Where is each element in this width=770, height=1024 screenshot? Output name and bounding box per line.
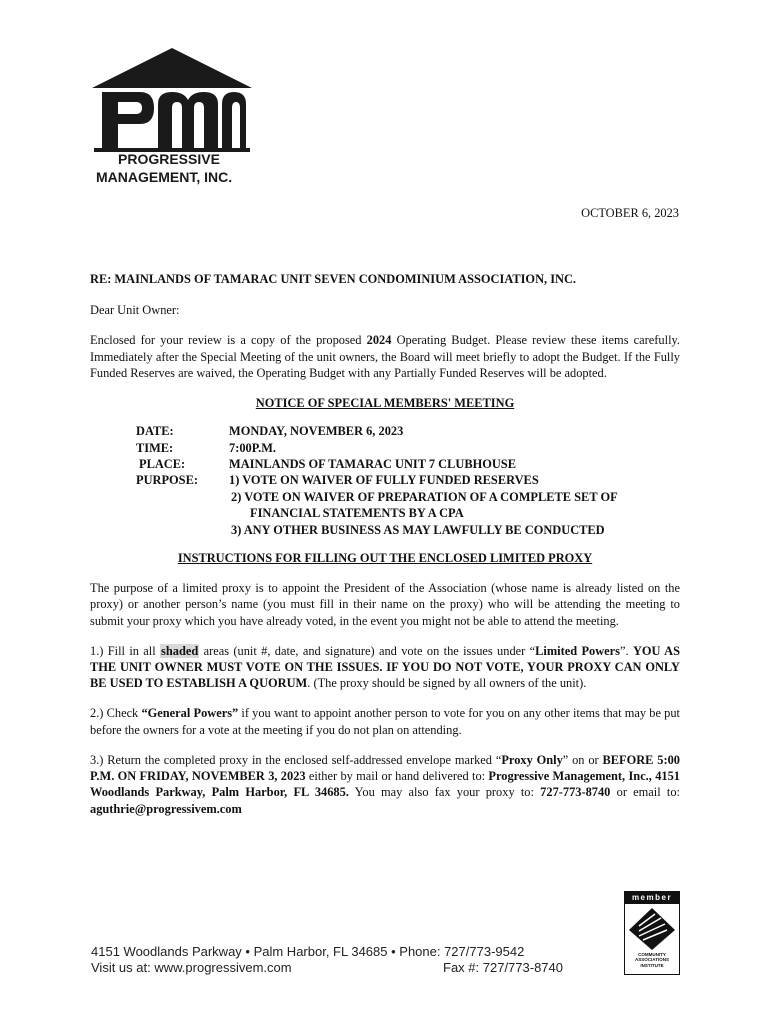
notice-heading: NOTICE OF SPECIAL MEMBERS' MEETING xyxy=(255,396,515,411)
letter-body xyxy=(90,271,680,817)
footer-address-line: 4151 Woodlands Parkway • Palm Harbor, FL 34685 • Phone: 727/773-9542 xyxy=(91,944,525,959)
meeting-purpose-row xyxy=(136,472,680,538)
intro-paragraph: Enclosed for your review is a copy of the proposed 2024 Operating Budget. Please review these items carefully. Immediately after the Special Meeting of the unit owners, the Board will meet briefly to adopt the Budget. If the Fully Funded Reserves are waived, the Operating Budget with any Partially Funded Reserves will be adopted. xyxy=(90,333,681,380)
mailing-address: Progressive Management, Inc., 4151 Woodlands Parkway, Palm Harbor, FL 34685. xyxy=(90,769,680,800)
vote-warning: YOU AS THE UNIT OWNER MUST VOTE ON THE ISSUES. IF YOU DO NOT VOTE, YOUR PROXY CAN ONLY BE USED TO ESTABLISH A QUORUM xyxy=(90,643,680,691)
meeting-date-row xyxy=(136,423,680,439)
meeting-place-row xyxy=(136,456,680,472)
time-label: TIME: xyxy=(136,440,174,455)
limited-powers-label: Limited Powers xyxy=(535,643,620,658)
badge-org-name xyxy=(625,952,679,968)
badge-line-3: INSTITUTE xyxy=(640,962,664,968)
deadline-text: BEFORE 5:00 P.M. ON FRIDAY, NOVEMBER 3, 2023 xyxy=(90,752,680,784)
shaded-word: shaded xyxy=(161,643,199,658)
meeting-time-row xyxy=(136,440,680,456)
purpose-paragraph: The purpose of a limited proxy is to appoint the President of the Association (whose name is already listed on the proxy) or another person’s name (you must fill in their name on the proxy) who will be attending the meeting to submit your proxy which you have already voted, in the event you might not be able to attend the meeting. xyxy=(90,581,680,628)
purpose-item: 3) ANY OTHER BUSINESS AS MAY LAWFULLY BE CONDUCTED xyxy=(231,522,605,537)
purpose-item: 2) VOTE ON WAIVER OF PREPARATION OF A COMPLETE SET OF xyxy=(231,489,618,504)
date-value: MONDAY, NOVEMBER 6, 2023 xyxy=(229,424,404,439)
place-label: PLACE: xyxy=(139,457,186,472)
instructions-heading: INSTRUCTIONS FOR FILLING OUT THE ENCLOSED LIMITED PROXY xyxy=(177,551,593,566)
badge-line-1: COMMUNITY xyxy=(638,952,666,957)
footer-website: Visit us at: www.progressivem.com xyxy=(91,960,292,975)
footer xyxy=(91,944,563,976)
cai-diamond-icon xyxy=(625,904,679,952)
instruction-step-1: 1.) Fill in all shaded areas (unit #, date, and signature) and vote on the issues under “Limited Powers”. YOU AS THE UNIT OWNER MUST VOTE ON THE ISSUES. IF YOU DO NOT VOTE, YOUR PROXY CAN ONLY BE USED TO ESTABLISH A QUORUM. (The proxy should be signed by all owners of the unit). xyxy=(90,643,680,691)
purpose-item: 1) VOTE ON WAIVER OF FULLY FUNDED RESERVES xyxy=(229,473,539,488)
building-logo-icon xyxy=(88,44,256,154)
badge-member-label: member xyxy=(625,892,679,904)
purpose-item: FINANCIAL STATEMENTS BY A CPA xyxy=(250,506,464,521)
badge-line-2: ASSOCIATIONS xyxy=(635,957,669,963)
re-line: RE: MAINLANDS OF TAMARAC UNIT SEVEN CONDOMINIUM ASSOCIATION, INC. xyxy=(90,272,577,286)
logo-line-1: PROGRESSIVE xyxy=(118,151,220,167)
instruction-step-2: 2.) Check “General Powers” if you want to appoint another person to vote for you on any other items that may be put before the owners for a vote at the meeting if you do not plan on attending. xyxy=(90,706,680,737)
email-address: aguthrie@progressivem.com xyxy=(90,801,242,816)
date-label: DATE: xyxy=(136,424,174,439)
time-value: 7:00P.M. xyxy=(229,440,277,455)
letter-date: OCTOBER 6, 2023 xyxy=(581,206,679,220)
purpose-list xyxy=(229,472,680,538)
cai-member-badge xyxy=(624,891,680,975)
footer-fax: Fax #: 727/773-8740 xyxy=(443,960,563,975)
logo-company-name xyxy=(88,150,256,186)
place-value: MAINLANDS OF TAMARAC UNIT 7 CLUBHOUSE xyxy=(229,457,516,472)
purpose-label: PURPOSE: xyxy=(136,473,198,488)
proxy-only-label: Proxy Only xyxy=(501,752,563,767)
instruction-step-3: 3.) Return the completed proxy in the enclosed self-addressed envelope marked “Proxy Only” on or BEFORE 5:00 P.M. ON FRIDAY, NOVEMBER 3, 2023 either by mail or hand delivered to: Progressive Management, Inc., 4151 Woodlands Parkway, Palm Harbor, FL 34685. You may also fax your proxy to: 727-773-8740 or email to: aguthrie@progressivem.com xyxy=(90,752,680,816)
meeting-details xyxy=(136,423,680,538)
logo-line-2: MANAGEMENT, INC. xyxy=(96,169,233,185)
fax-number: 727-773-8740 xyxy=(540,785,611,800)
company-logo xyxy=(88,44,256,194)
general-powers-label: “General Powers” xyxy=(141,706,239,721)
salutation: Dear Unit Owner: xyxy=(90,303,180,318)
budget-year: 2024 xyxy=(366,333,392,348)
